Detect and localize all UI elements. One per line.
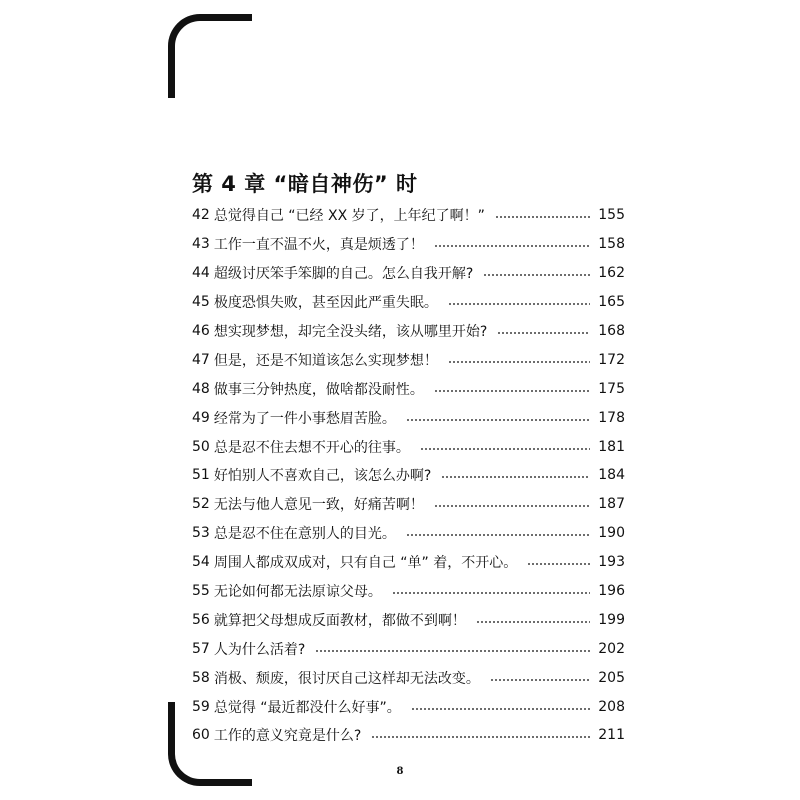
toc-entry[interactable] xyxy=(192,201,625,230)
dot-leader xyxy=(448,361,590,363)
toc-entry-page: 172 xyxy=(598,351,625,368)
toc-entry[interactable] xyxy=(192,721,625,750)
dot-leader xyxy=(406,419,590,421)
toc-entry-page: 181 xyxy=(598,438,625,455)
toc-entry-page: 165 xyxy=(598,294,625,311)
toc-entry-title: 做事三分钟热度，做啥都没耐性。 xyxy=(213,381,424,398)
dot-leader xyxy=(315,650,590,652)
toc-entry-number: 57 xyxy=(192,640,210,657)
toc-entry-number: 50 xyxy=(192,438,210,455)
dot-leader xyxy=(411,708,590,710)
toc-entry-page: 199 xyxy=(598,611,625,628)
toc-entry-page: 208 xyxy=(598,698,625,715)
toc-entry-title: 好怕别人不喜欢自己，该怎么办啊? xyxy=(213,468,432,485)
dot-leader xyxy=(476,621,590,623)
toc-entry-number: 53 xyxy=(192,525,210,542)
toc-entry-number: 51 xyxy=(192,467,210,484)
toc-entry-page: 155 xyxy=(598,207,625,224)
toc-entry-page: 162 xyxy=(598,265,625,282)
dot-leader xyxy=(483,274,590,276)
toc-entry-number: 47 xyxy=(192,351,210,368)
toc-entry[interactable] xyxy=(192,461,625,490)
toc-entry-page: 168 xyxy=(598,323,625,339)
toc-entry[interactable] xyxy=(192,432,625,461)
toc-entry[interactable] xyxy=(192,634,625,663)
toc-entry-page: 211 xyxy=(598,727,625,744)
toc-entry[interactable] xyxy=(192,345,625,374)
decorative-bracket-top xyxy=(168,14,252,98)
dot-leader xyxy=(490,679,590,681)
toc-entry-number: 55 xyxy=(192,583,210,600)
toc-entry-number: 49 xyxy=(192,409,210,426)
toc-entry[interactable] xyxy=(192,605,625,634)
toc-entry-page: 202 xyxy=(598,640,625,657)
dot-leader xyxy=(371,736,590,738)
dot-leader xyxy=(434,390,590,392)
toc-entry-title: 想实现梦想，却完全没头绪，该从哪里开始? xyxy=(213,324,488,340)
toc-entry-number: 45 xyxy=(192,294,210,311)
dot-leader xyxy=(448,303,590,305)
toc-entry[interactable] xyxy=(192,259,625,288)
dot-leader xyxy=(434,245,590,247)
toc-entry[interactable] xyxy=(192,548,625,577)
toc-entry-number: 43 xyxy=(192,236,210,253)
toc-entry-page: 158 xyxy=(598,236,625,253)
toc-entry[interactable] xyxy=(192,317,625,346)
toc-entry-title: 总觉得自己 “已经 XX 岁了，上年纪了啊！” xyxy=(213,208,485,225)
toc-entry-number: 52 xyxy=(192,496,210,513)
toc-entry-number: 60 xyxy=(192,727,210,744)
toc-entry-title: 周围人都成双成对，只有自己 “单” 着，不开心。 xyxy=(213,555,518,572)
toc-entry-title: 就算把父母想成反面教材，都做不到啊！ xyxy=(213,612,466,629)
dot-leader xyxy=(495,216,590,218)
toc-entry-title: 工作一直不温不火，真是烦透了！ xyxy=(213,237,424,254)
toc-entry-title: 总觉得 “最近都没什么好事”。 xyxy=(213,699,401,716)
dot-leader xyxy=(420,448,590,450)
toc-entry-number: 46 xyxy=(192,323,210,339)
toc-entry-title: 超级讨厌笨手笨脚的自己。怎么自我开解? xyxy=(213,266,474,283)
toc-entry-page: 196 xyxy=(598,583,625,600)
toc-entry[interactable] xyxy=(192,288,625,317)
toc-entry-title: 人为什么活着? xyxy=(213,641,306,658)
toc-entry-page: 187 xyxy=(598,496,625,513)
page-number: 8 xyxy=(396,766,404,777)
dot-leader xyxy=(392,592,590,594)
toc-entry[interactable] xyxy=(192,490,625,519)
dot-leader xyxy=(497,332,590,334)
toc-entry-number: 54 xyxy=(192,554,210,571)
toc-entry-number: 56 xyxy=(192,611,210,628)
toc-entry-number: 48 xyxy=(192,380,210,397)
toc-entry-title: 无论如何都无法原谅父母。 xyxy=(213,584,382,601)
toc-entry-title: 总是忍不住在意别人的目光。 xyxy=(213,526,396,543)
toc-entry-page: 190 xyxy=(598,525,625,542)
dot-leader xyxy=(406,534,590,536)
toc-entry[interactable] xyxy=(192,403,625,432)
toc-entry-page: 205 xyxy=(598,669,625,686)
toc-entry[interactable] xyxy=(192,230,625,259)
toc-entry[interactable] xyxy=(192,519,625,548)
toc-entry-page: 184 xyxy=(598,467,625,484)
table-of-contents xyxy=(192,201,625,750)
toc-entry-page: 178 xyxy=(598,409,625,426)
toc-entry-title: 无法与他人意见一致，好痛苦啊！ xyxy=(213,497,424,514)
toc-entry-title: 工作的意义究竟是什么? xyxy=(213,728,362,745)
toc-entry-page: 175 xyxy=(598,380,625,397)
dot-leader xyxy=(434,505,590,507)
toc-entry[interactable] xyxy=(192,663,625,692)
dot-leader xyxy=(441,476,590,478)
dot-leader xyxy=(527,563,590,565)
toc-entry-title: 但是，还是不知道该怎么实现梦想！ xyxy=(213,352,438,369)
toc-entry-title: 总是忍不住去想不开心的往事。 xyxy=(213,439,410,456)
toc-entry[interactable] xyxy=(192,374,625,403)
toc-entry[interactable] xyxy=(192,692,625,721)
chapter-title: 第 4 章 “暗自神伤” 时 xyxy=(192,172,418,196)
toc-entry-number: 42 xyxy=(192,207,210,224)
toc-entry[interactable] xyxy=(192,577,625,606)
toc-entry-title: 极度恐惧失败，甚至因此严重失眠。 xyxy=(213,295,438,312)
toc-entry-page: 193 xyxy=(598,554,625,571)
toc-entry-number: 59 xyxy=(192,698,210,715)
toc-entry-title: 经常为了一件小事愁眉苦脸。 xyxy=(213,410,396,427)
toc-entry-title: 消极、颓废，很讨厌自己这样却无法改变。 xyxy=(213,670,480,687)
toc-entry-number: 44 xyxy=(192,265,210,282)
toc-entry-number: 58 xyxy=(192,669,210,686)
